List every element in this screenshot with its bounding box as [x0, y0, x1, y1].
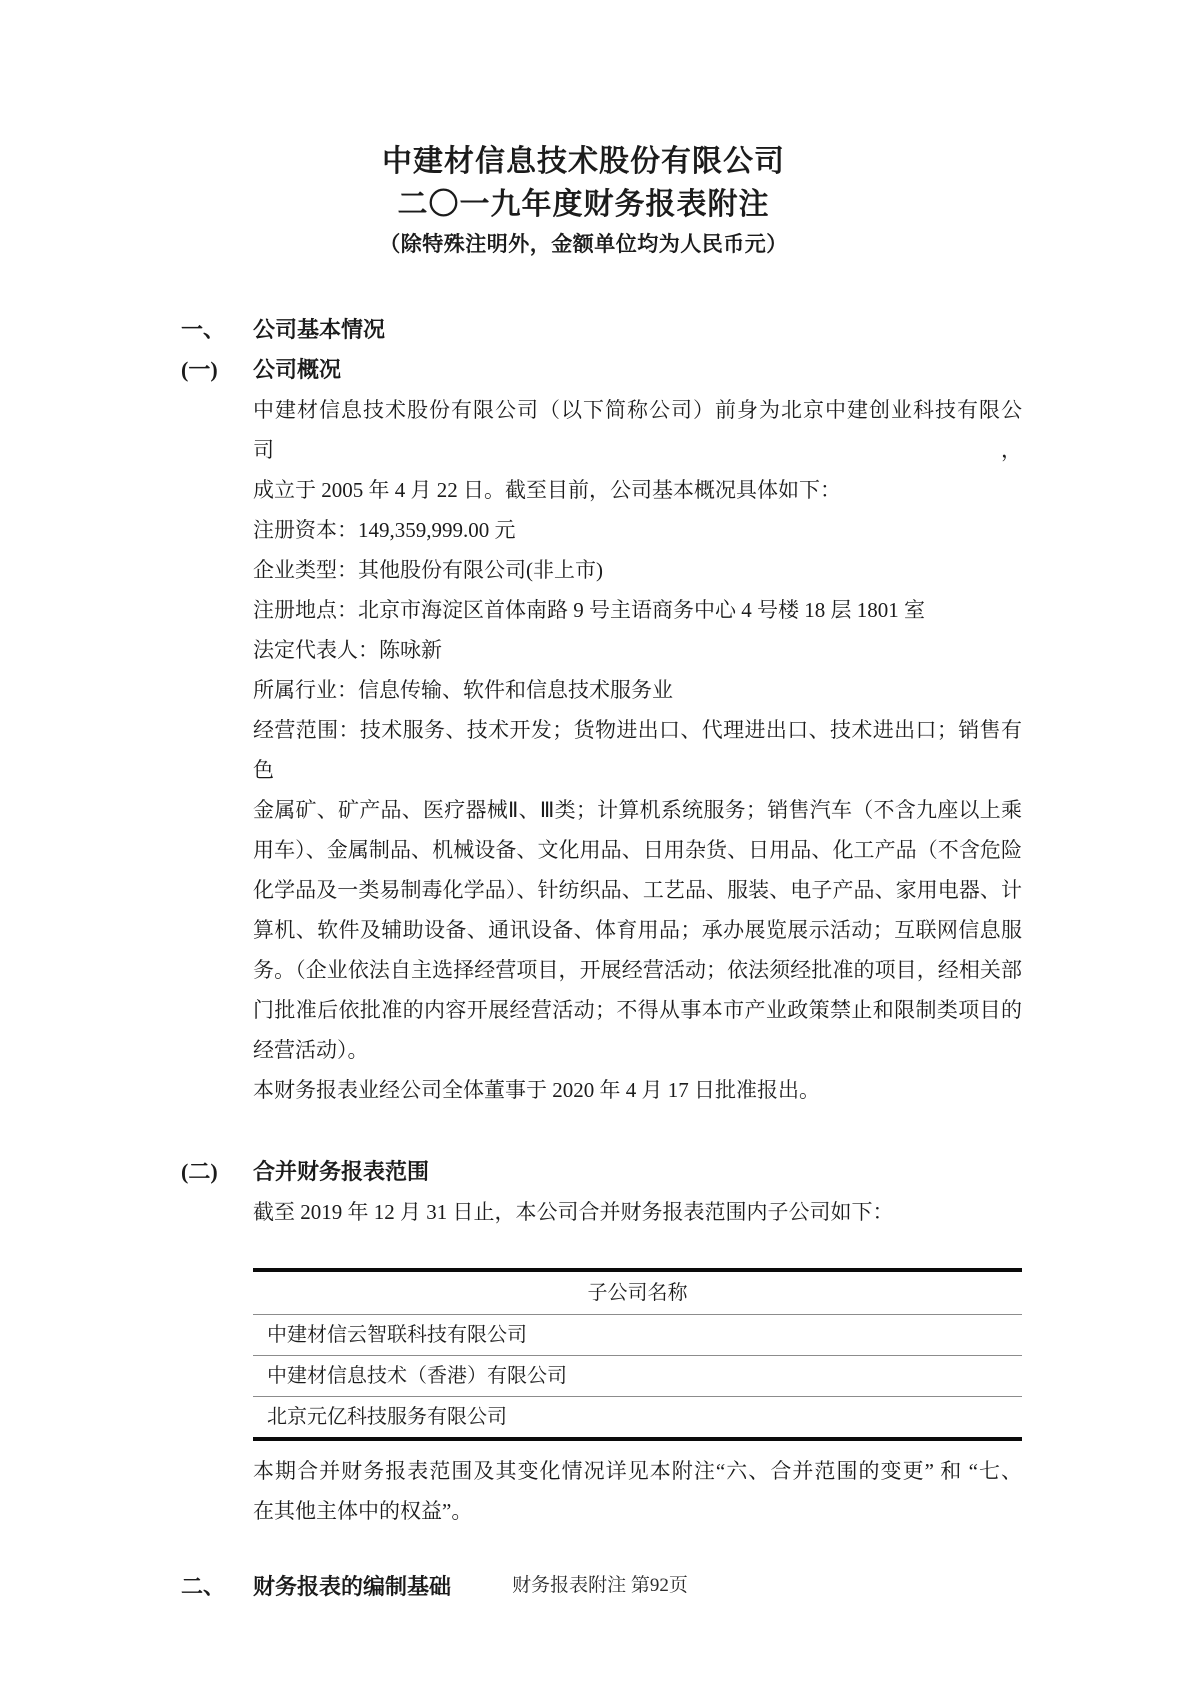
table-row: 中建材信息技术（香港）有限公司: [253, 1356, 1022, 1397]
section-1-2-heading: [181, 1152, 1022, 1192]
section-1-number: 一、: [181, 317, 226, 342]
fact-registered-address: 注册地点：北京市海淀区首体南路 9 号主语商务中心 4 号楼 18 层 1801 室: [253, 598, 925, 622]
title-block: [199, 0, 968, 262]
section-1-title: 公司基本情况: [253, 317, 386, 342]
fact-company-type: 企业类型：其他股份有限公司(非上市): [253, 558, 603, 582]
approval-statement: 本财务报表业经公司全体董事于 2020 年 4 月 17 日批准报出。: [253, 1078, 820, 1102]
subsidiaries-table: [253, 1268, 1022, 1441]
business-scope-line-2: 金属矿、矿产品、医疗器械Ⅱ、Ⅲ类；计算机系统服务；销售汽车（不含九座以上乘: [253, 798, 1022, 822]
section-1-2-number: (二): [181, 1159, 218, 1184]
table-row: 中建材信云智联科技有限公司: [253, 1315, 1022, 1356]
business-scope-line-3: 用车）、金属制品、机械设备、文化用品、日用杂货、日用品、化工产品（不含危险: [253, 838, 1022, 862]
table-row: 北京元亿科技服务有限公司: [267, 1406, 507, 1428]
currency-note: （除特殊注明外，金额单位均为人民币元）: [379, 232, 788, 256]
page-footer: 财务报表附注 第92页: [512, 1575, 688, 1596]
section-2-title: 财务报表的编制基础: [253, 1574, 452, 1599]
business-scope-line-1: 经营范围：技术服务、技术开发；货物进出口、代理进出口、技术进出口；销售有色: [253, 718, 1022, 782]
consolidation-intro: 截至 2019 年 12 月 31 日止，本公司合并财务报表范围内子公司如下：: [253, 1200, 894, 1224]
document-content: [181, 0, 1022, 1607]
company-name-title: 中建材信息技术股份有限公司: [382, 145, 785, 178]
section-1-1-heading: [181, 350, 1022, 390]
business-scope-line-7: 门批准后依批准的内容开展经营活动；不得从事本市产业政策禁止和限制类项目的: [253, 998, 1022, 1022]
section-1-heading: [181, 310, 1022, 350]
fact-registered-capital: 注册资本：149,359,999.00 元: [253, 518, 516, 542]
consolidation-note-line-2: 在其他主体中的权益”。: [253, 1499, 473, 1523]
fact-legal-representative: 法定代表人：陈咏新: [253, 638, 442, 662]
business-scope-line-4: 化学品及一类易制毒化学品）、针纺织品、工艺品、服装、电子产品、家用电器、计: [253, 878, 1022, 902]
fact-industry: 所属行业：信息传输、软件和信息技术服务业: [253, 678, 673, 702]
business-scope-line-8: 经营活动）。: [253, 1038, 369, 1062]
business-scope-line-5: 算机、软件及辅助设备、通讯设备、体育用品；承办展览展示活动；互联网信息服: [253, 918, 1022, 942]
consolidation-note-line-1: 本期合并财务报表范围及其变化情况详见本附注“六、合并范围的变更” 和 “七、: [253, 1459, 1022, 1483]
section-1-1-title: 公司概况: [253, 357, 342, 382]
business-scope-line-6: 务。（企业依法自主选择经营项目，开展经营活动；依法须经批准的项目，经相关部: [253, 958, 1022, 982]
section-2-number: 二、: [181, 1574, 226, 1599]
company-intro-line-2: 成立于 2005 年 4 月 22 日。截至目前，公司基本概况具体如下：: [253, 478, 841, 502]
section-1-2-title: 合并财务报表范围: [253, 1159, 430, 1184]
report-title: 二〇一九年度财务报表附注: [397, 188, 770, 221]
company-intro-line-1: 中建材信息技术股份有限公司（以下简称公司）前身为北京中建创业科技有限公司，: [253, 398, 1022, 462]
section-1-1-number: (一): [181, 357, 218, 382]
subsidiaries-table-header: 子公司名称: [253, 1272, 1022, 1315]
